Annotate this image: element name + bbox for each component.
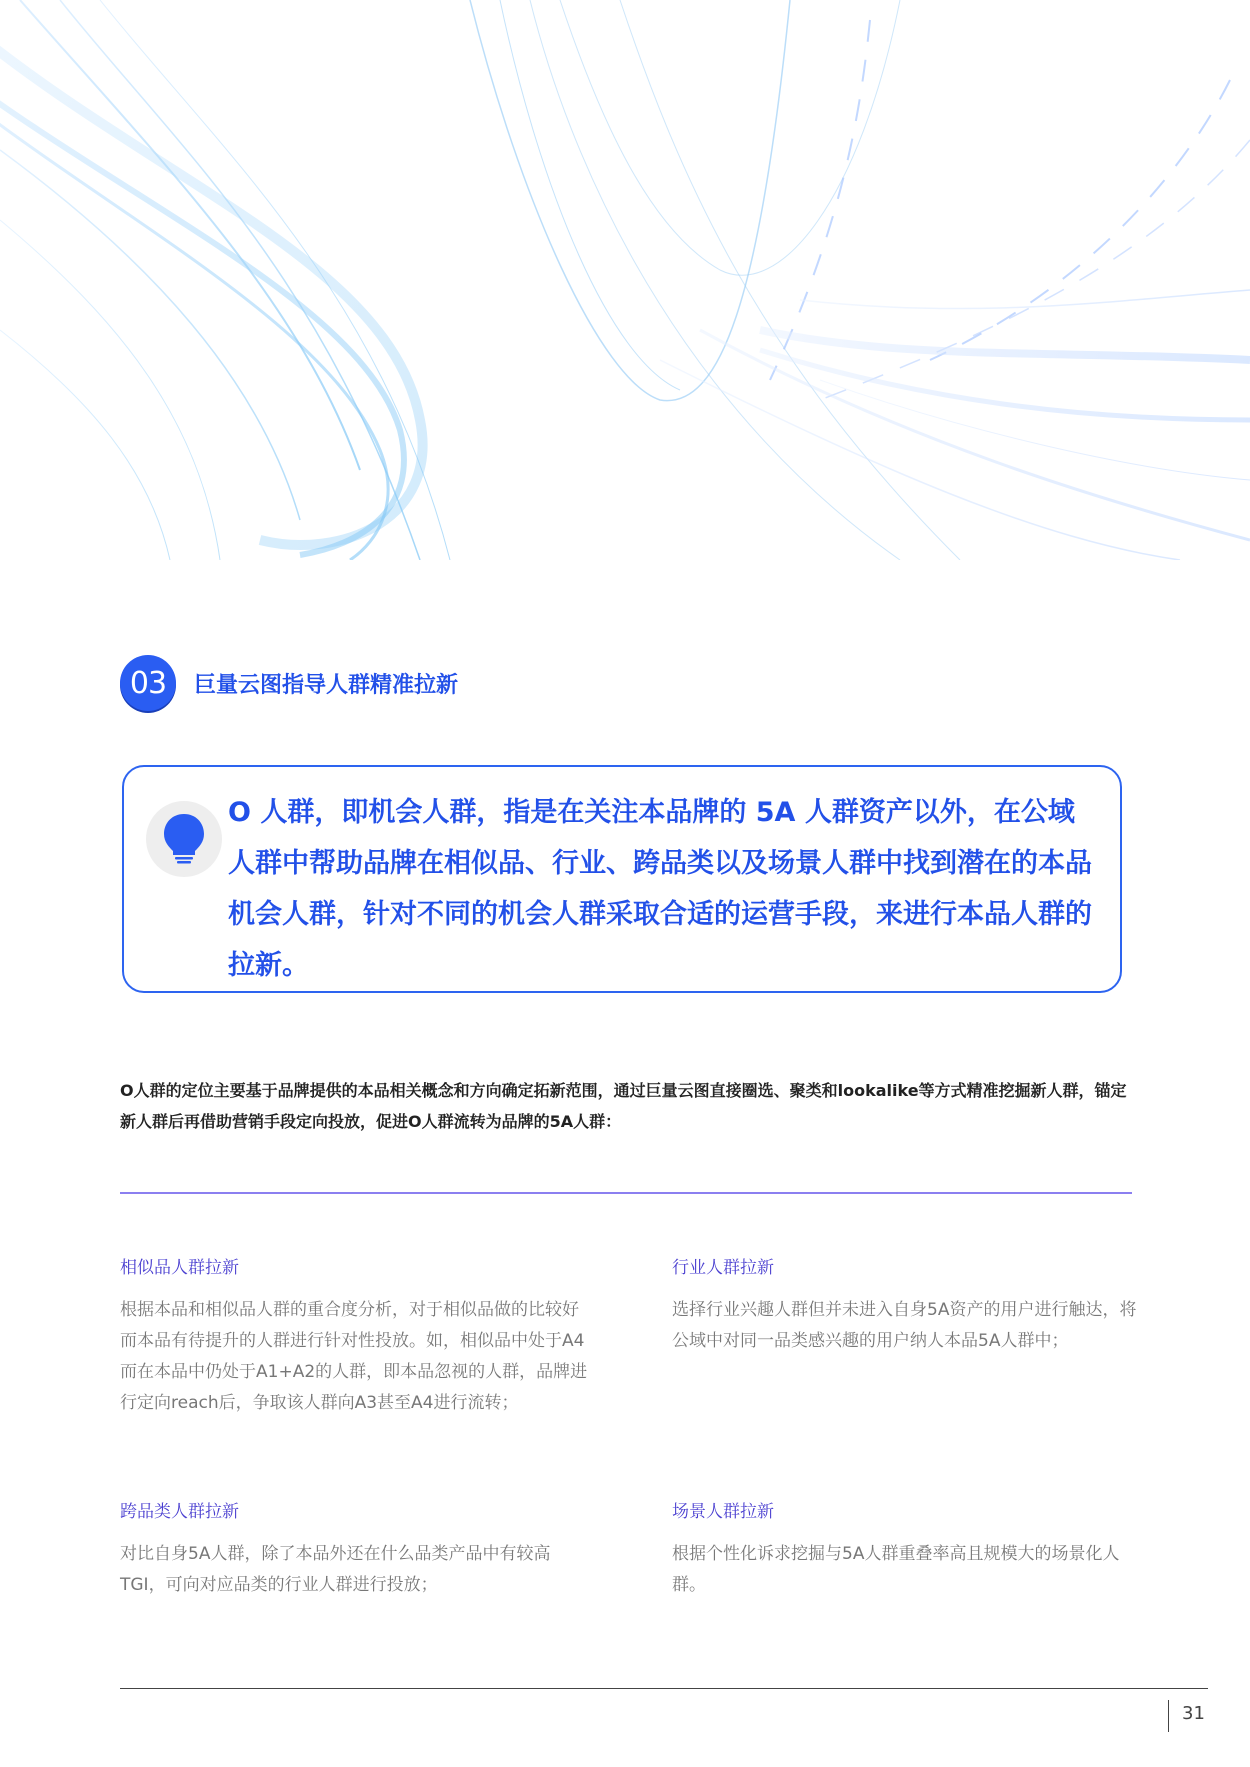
block-title: 行业人群拉新 [672,1258,774,1278]
block-body: 对比自身5A人群，除了本品外还在什么品类产品中有较高TGI，可向对应品类的行业人群进行投放； [120,1544,551,1595]
block-body: 根据个性化诉求挖掘与5A人群重叠率高且规模大的场景化人群。 [672,1544,1120,1595]
section-title: 巨量云图指导人群精准拉新 [194,672,459,698]
intro-paragraph: O人群的定位主要基于品牌提供的本品相关概念和方向确定拓新范围，通过巨量云图直接圈选、聚类和lookalike等方式精准挖掘新人群，锚定新人群后再借助营销手段定向投放，促进O人群流转为品牌的5A人群： [120,1081,1127,1131]
block-title: 相似品人群拉新 [120,1258,239,1278]
section-divider [120,1192,1132,1194]
block-scene [672,1499,1142,1601]
abstract-lines-graphic [0,0,1250,560]
block-body: 选择行业兴趣人群但并未进入自身5A资产的用户进行触达，将公域中对同一品类感兴趣的用户纳人本品5A人群中； [672,1300,1137,1351]
section-heading [120,655,458,711]
block-body: 根据本品和相似品人群的重合度分析，对于相似品做的比较好而本品有待提升的人群进行针对性投放。如，相似品中处于A4而在本品中仍处于A1+A2的人群，即本品忽视的人群，品牌进行定向reach后，争取该人群向A3甚至A4进行流转； [120,1300,588,1413]
block-similar [120,1255,590,1419]
footer-rule [120,1688,1208,1689]
block-industry [672,1255,1142,1357]
lightbulb-icon [146,801,222,877]
page-number-separator [1168,1700,1169,1732]
block-cross-category [120,1499,590,1601]
block-title: 场景人群拉新 [672,1502,774,1522]
highlight-callout [122,765,1122,993]
lightbulb-svg [161,812,207,866]
hero-graphic [0,0,1250,560]
section-number-badge: 03 [120,655,176,711]
block-title: 跨品类人群拉新 [120,1502,239,1522]
callout-text: O 人群，即机会人群，指是在关注本品牌的 5A 人群资产以外，在公域人群中帮助品牌在相似品、行业、跨品类以及场景人群中找到潜在的本品机会人群，针对不同的机会人群采取合适的运营手段，来进行本品人群的拉新。 [228,797,1092,981]
page-number: 31 [1182,1703,1205,1724]
